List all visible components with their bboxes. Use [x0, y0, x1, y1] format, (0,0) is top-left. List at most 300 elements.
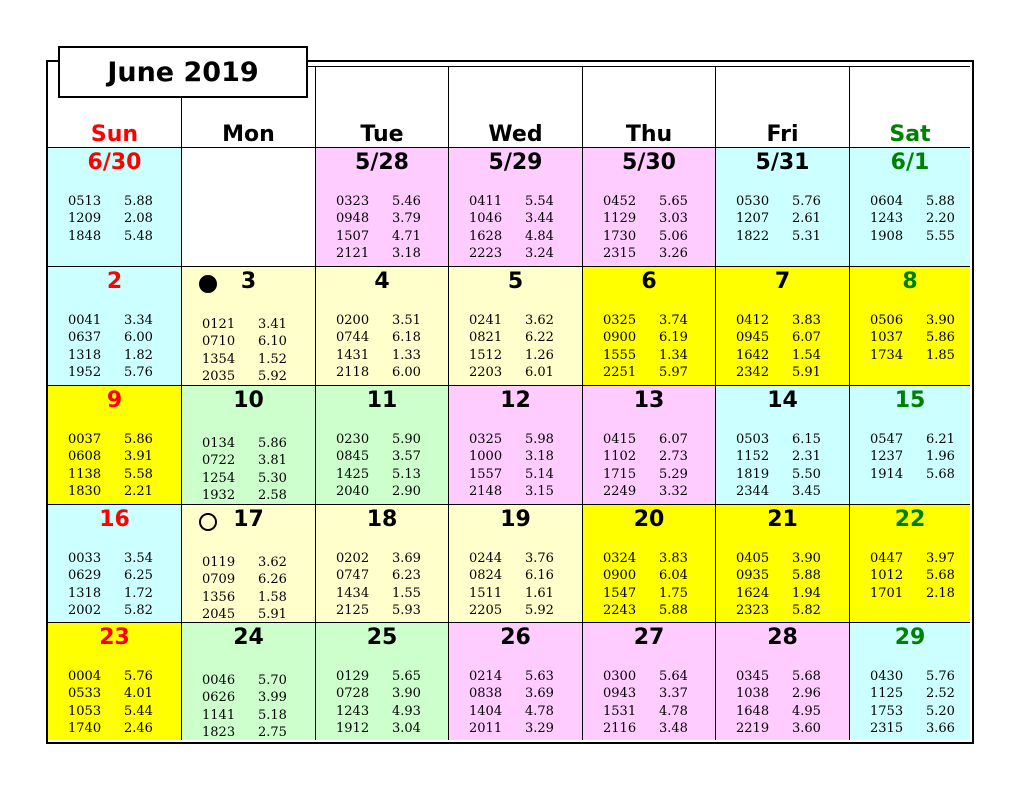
- tide-list: [336, 312, 432, 381]
- tide-row: [870, 312, 966, 329]
- tide-row: [870, 703, 966, 720]
- tide-time: 1141: [202, 707, 236, 723]
- day-number: 14: [767, 388, 798, 413]
- tide-row: [469, 364, 565, 381]
- tide-time: 1823: [202, 724, 236, 740]
- tide-row: [336, 703, 432, 720]
- tide-height: 5.90: [392, 432, 421, 447]
- tide-time: 0121: [202, 317, 236, 332]
- day-cell: [582, 385, 715, 504]
- tide-time: 0513: [68, 194, 102, 209]
- tide-time: 0046: [202, 673, 236, 688]
- tide-row: [68, 585, 164, 602]
- tide-height: 5.29: [659, 466, 688, 482]
- tide-time: 0405: [736, 551, 770, 566]
- tide-row: [68, 703, 164, 720]
- tide-row: [603, 193, 699, 210]
- tide-list: [336, 668, 432, 737]
- tide-time: 1734: [870, 347, 904, 363]
- day-cell: [448, 504, 582, 622]
- tide-time: 0033: [68, 551, 102, 566]
- tide-time: 0119: [202, 555, 236, 570]
- tide-time: 1237: [870, 449, 904, 465]
- tide-height: 1.72: [124, 585, 153, 601]
- tide-time: 2243: [603, 602, 637, 618]
- tide-row: [736, 685, 832, 702]
- tide-time: 1000: [469, 449, 503, 465]
- tide-time: 1404: [469, 703, 503, 719]
- tide-row: [469, 550, 565, 567]
- tide-time: 1053: [68, 703, 102, 719]
- tide-list: [736, 668, 832, 737]
- tide-height: 3.81: [258, 453, 287, 469]
- tide-row: [469, 245, 565, 262]
- tide-height: 3.83: [792, 313, 821, 328]
- tide-height: 4.71: [392, 228, 421, 244]
- tide-time: 1046: [469, 211, 503, 227]
- tide-time: 0728: [336, 686, 370, 702]
- tide-row: [870, 210, 966, 227]
- tide-height: 3.29: [525, 720, 554, 736]
- tide-time: 0129: [336, 669, 370, 684]
- tide-time: 2040: [336, 483, 370, 499]
- tide-height: 3.51: [392, 313, 421, 328]
- tide-row: [736, 720, 832, 737]
- tide-time: 1648: [736, 703, 770, 719]
- tide-row: [736, 585, 832, 602]
- day-number: 6/30: [87, 150, 142, 175]
- day-number: 26: [500, 625, 531, 650]
- tide-row: [202, 554, 298, 571]
- day-cell: [48, 266, 181, 385]
- tide-time: 1730: [603, 228, 637, 244]
- tide-height: 5.31: [792, 228, 821, 244]
- tide-time: 2315: [870, 720, 904, 736]
- day-cell: [315, 622, 448, 740]
- tide-height: 5.86: [258, 436, 287, 451]
- tide-row: [736, 668, 832, 685]
- tide-row: [202, 316, 298, 333]
- tide-time: 0824: [469, 568, 503, 584]
- tide-height: 5.88: [792, 568, 821, 584]
- tide-time: 1628: [469, 228, 503, 244]
- tide-list: [736, 431, 832, 500]
- tide-height: 5.76: [124, 669, 153, 684]
- tide-time: 0415: [603, 432, 637, 447]
- tide-height: 3.79: [392, 211, 421, 227]
- tide-time: 0900: [603, 568, 637, 584]
- tide-height: 6.21: [926, 432, 955, 447]
- tide-height: 5.58: [124, 466, 153, 482]
- tide-time: 0323: [336, 194, 370, 209]
- tide-time: 1830: [68, 483, 102, 499]
- tide-list: [870, 312, 966, 364]
- tide-height: 3.54: [124, 551, 153, 566]
- tide-time: 0300: [603, 669, 637, 684]
- tide-list: [68, 431, 164, 500]
- tide-height: 5.86: [124, 432, 153, 447]
- tide-time: 0430: [870, 669, 904, 684]
- tide-row: [336, 193, 432, 210]
- tide-height: 2.46: [124, 720, 153, 736]
- tide-time: 1952: [68, 364, 102, 380]
- day-cell: [582, 622, 715, 740]
- tide-row: [603, 685, 699, 702]
- day-cell: [315, 385, 448, 504]
- day-number: 5/31: [755, 150, 810, 175]
- tide-row: [68, 329, 164, 346]
- tide-row: [469, 448, 565, 465]
- tide-row: [336, 364, 432, 381]
- tide-row: [469, 228, 565, 245]
- day-number: 16: [99, 507, 130, 532]
- tide-row: [336, 466, 432, 483]
- tide-height: 3.74: [659, 313, 688, 328]
- day-cell: [181, 622, 315, 740]
- tide-list: [736, 312, 832, 381]
- tide-row: [68, 364, 164, 381]
- day-cell: [849, 622, 970, 740]
- tide-height: 5.68: [926, 568, 955, 584]
- tide-row: [870, 347, 966, 364]
- tide-height: 1.33: [392, 347, 421, 363]
- tide-height: 2.61: [792, 211, 821, 227]
- tide-row: [202, 368, 298, 385]
- tide-height: 6.19: [659, 330, 688, 346]
- full-moon-icon: [199, 513, 217, 531]
- tide-time: 1908: [870, 228, 904, 244]
- tide-list: [603, 668, 699, 737]
- day-cell: [448, 385, 582, 504]
- tide-list: [870, 550, 966, 602]
- tide-row: [469, 466, 565, 483]
- tide-height: 5.76: [124, 364, 153, 380]
- tide-height: 3.24: [525, 245, 554, 261]
- tide-list: [68, 668, 164, 737]
- tide-row: [603, 347, 699, 364]
- day-number: 6: [641, 269, 657, 294]
- day-number: 19: [500, 507, 531, 532]
- tide-height: 3.45: [792, 483, 821, 499]
- tide-row: [469, 193, 565, 210]
- tide-height: 2.52: [926, 686, 955, 702]
- tide-height: 2.90: [392, 483, 421, 499]
- tide-row: [68, 550, 164, 567]
- day-number: 5/30: [622, 150, 676, 175]
- tide-height: 3.57: [392, 449, 421, 465]
- day-header-sat: [849, 66, 970, 147]
- day-number: 17: [233, 507, 264, 532]
- day-number: 2: [106, 269, 123, 294]
- tide-row: [202, 689, 298, 706]
- tide-height: 5.92: [258, 368, 287, 384]
- tide-height: 1.55: [392, 585, 421, 601]
- tide-height: 3.37: [659, 686, 688, 702]
- day-cell: [48, 504, 181, 622]
- tide-time: 0637: [68, 330, 102, 346]
- tide-height: 5.88: [659, 602, 688, 618]
- tide-height: 3.69: [525, 686, 554, 702]
- day-cell: [315, 147, 448, 266]
- tide-height: 3.34: [124, 313, 153, 328]
- day-number: 22: [894, 507, 926, 532]
- tide-row: [469, 210, 565, 227]
- day-header-label: Sat: [889, 122, 931, 147]
- tide-row: [202, 672, 298, 689]
- tide-row: [202, 606, 298, 623]
- day-cell: [181, 266, 315, 385]
- tide-row: [68, 228, 164, 245]
- tide-height: 3.41: [258, 317, 287, 332]
- tide-height: 5.97: [659, 364, 688, 380]
- tide-time: 1356: [202, 589, 236, 605]
- tide-height: 3.97: [926, 551, 955, 566]
- tide-row: [68, 347, 164, 364]
- tide-time: 2118: [336, 364, 370, 380]
- tide-list: [336, 431, 432, 500]
- tide-time: 1507: [336, 228, 370, 244]
- tide-time: 1624: [736, 585, 770, 601]
- tide-height: 4.01: [124, 686, 153, 702]
- tide-height: 4.78: [659, 703, 688, 719]
- tide-height: 5.70: [258, 673, 287, 688]
- tide-time: 2315: [603, 245, 637, 261]
- tide-time: 1207: [736, 211, 770, 227]
- tide-time: 0230: [336, 432, 370, 447]
- day-header-thu: [582, 66, 715, 147]
- tide-height: 5.46: [392, 194, 421, 209]
- tide-time: 0530: [736, 194, 770, 209]
- tide-list: [336, 193, 432, 262]
- tide-height: 3.66: [926, 720, 955, 736]
- tide-time: 1912: [336, 720, 370, 736]
- tide-time: 1512: [469, 347, 503, 363]
- tide-row: [469, 347, 565, 364]
- tide-row: [469, 483, 565, 500]
- tide-height: 1.26: [525, 347, 554, 363]
- tide-height: 3.62: [258, 555, 287, 570]
- tide-height: 1.54: [792, 347, 821, 363]
- tide-height: 5.30: [258, 470, 287, 486]
- tide-list: [603, 431, 699, 500]
- tide-row: [68, 720, 164, 737]
- day-cell: [849, 385, 970, 504]
- tide-time: 0325: [603, 313, 637, 328]
- tide-row: [469, 312, 565, 329]
- tide-height: 3.91: [124, 449, 153, 465]
- tide-time: 0037: [68, 432, 102, 447]
- tide-height: 6.15: [792, 432, 821, 447]
- tide-row: [736, 466, 832, 483]
- tide-time: 0626: [202, 690, 236, 706]
- tide-time: 2249: [603, 483, 637, 499]
- tide-height: 1.58: [258, 589, 287, 605]
- tide-time: 0943: [603, 686, 637, 702]
- tide-row: [736, 448, 832, 465]
- day-number: 15: [894, 388, 926, 413]
- day-cell: [582, 147, 715, 266]
- tide-height: 3.60: [792, 720, 821, 736]
- calendar-title: June 2019: [58, 46, 308, 98]
- tide-height: 6.00: [392, 364, 421, 380]
- tide-row: [469, 685, 565, 702]
- tide-row: [603, 364, 699, 381]
- tide-row: [736, 312, 832, 329]
- tide-row: [202, 435, 298, 452]
- tide-time: 1125: [870, 686, 904, 702]
- tide-height: 4.95: [792, 703, 821, 719]
- day-number: 5/28: [355, 150, 409, 175]
- tide-time: 0945: [736, 330, 770, 346]
- tide-height: 6.04: [659, 568, 688, 584]
- new-moon-icon: [199, 275, 217, 293]
- tide-time: 1511: [469, 585, 503, 601]
- tide-height: 6.00: [124, 330, 153, 346]
- tide-height: 6.16: [525, 568, 554, 584]
- tide-row: [336, 602, 432, 619]
- tide-row: [870, 193, 966, 210]
- tide-row: [202, 470, 298, 487]
- tide-row: [202, 589, 298, 606]
- tide-height: 3.90: [926, 313, 955, 328]
- tide-row: [736, 703, 832, 720]
- tide-time: 2344: [736, 483, 770, 499]
- tide-time: 0744: [336, 330, 370, 346]
- tide-time: 1129: [603, 211, 637, 227]
- tide-height: 1.82: [124, 347, 153, 363]
- tide-list: [870, 193, 966, 245]
- tide-height: 2.31: [792, 449, 821, 465]
- tide-height: 1.96: [926, 449, 955, 465]
- tide-height: 4.78: [525, 703, 554, 719]
- tide-row: [336, 210, 432, 227]
- day-cell: [181, 147, 315, 266]
- tide-height: 5.54: [525, 194, 554, 209]
- tide-time: 2125: [336, 602, 370, 618]
- tide-height: 5.13: [392, 466, 421, 482]
- tide-row: [603, 329, 699, 346]
- tide-height: 2.20: [926, 211, 955, 227]
- tide-time: 0325: [469, 432, 503, 447]
- tide-list: [870, 668, 966, 737]
- tide-height: 3.15: [525, 483, 554, 499]
- tide-row: [870, 550, 966, 567]
- tide-time: 2116: [603, 720, 637, 736]
- tide-height: 5.14: [525, 466, 554, 482]
- day-cell: [448, 147, 582, 266]
- tide-time: 2045: [202, 606, 236, 622]
- tide-row: [202, 351, 298, 368]
- tide-time: 0710: [202, 334, 236, 350]
- tide-time: 0845: [336, 449, 370, 465]
- tide-row: [603, 720, 699, 737]
- tide-time: 1715: [603, 466, 637, 482]
- tide-row: [736, 228, 832, 245]
- tide-time: 1425: [336, 466, 370, 482]
- tide-row: [68, 602, 164, 619]
- tide-time: 1209: [68, 211, 102, 227]
- tide-row: [736, 602, 832, 619]
- tide-time: 1318: [68, 585, 102, 601]
- day-header-tue: [315, 66, 448, 147]
- tide-row: [603, 483, 699, 500]
- tide-list: [603, 193, 699, 262]
- tide-row: [68, 668, 164, 685]
- day-cell: [715, 504, 849, 622]
- tide-height: 3.90: [792, 551, 821, 566]
- calendar-grid: [48, 66, 970, 740]
- tide-list: [603, 312, 699, 381]
- tide-height: 1.34: [659, 347, 688, 363]
- tide-row: [336, 685, 432, 702]
- day-cell: [181, 385, 315, 504]
- tide-row: [336, 668, 432, 685]
- tide-list: [202, 672, 298, 741]
- day-cell: [48, 622, 181, 740]
- day-number: 28: [767, 625, 798, 650]
- tide-time: 0709: [202, 572, 236, 588]
- tide-height: 3.18: [392, 245, 421, 261]
- tide-time: 0411: [469, 194, 503, 209]
- tide-time: 1740: [68, 720, 102, 736]
- tide-height: 3.83: [659, 551, 688, 566]
- tide-row: [603, 703, 699, 720]
- tide-time: 0214: [469, 669, 503, 684]
- day-cell: [448, 622, 582, 740]
- tide-row: [336, 720, 432, 737]
- tide-time: 0547: [870, 432, 904, 447]
- tide-time: 1753: [870, 703, 904, 719]
- tide-time: 1152: [736, 449, 770, 465]
- tide-row: [469, 668, 565, 685]
- tide-row: [603, 550, 699, 567]
- tide-height: 3.48: [659, 720, 688, 736]
- day-cell: [315, 504, 448, 622]
- tide-time: 1354: [202, 351, 236, 367]
- tide-height: 6.25: [124, 568, 153, 584]
- tide-height: 5.20: [926, 703, 955, 719]
- tide-row: [603, 210, 699, 227]
- day-number: 3: [240, 269, 257, 294]
- tide-time: 1701: [870, 585, 904, 601]
- tide-height: 5.64: [659, 669, 688, 684]
- tide-height: 3.04: [392, 720, 421, 736]
- tide-time: 2251: [603, 364, 637, 380]
- day-number: 29: [894, 625, 926, 650]
- tide-time: 1138: [68, 466, 102, 482]
- tide-row: [736, 550, 832, 567]
- day-number: 5: [507, 269, 524, 294]
- tide-row: [68, 312, 164, 329]
- tide-time: 0345: [736, 669, 770, 684]
- day-number: 8: [902, 269, 918, 294]
- tide-row: [336, 448, 432, 465]
- tide-row: [202, 333, 298, 350]
- tide-time: 2121: [336, 245, 370, 261]
- tide-height: 2.58: [258, 487, 287, 503]
- tide-height: 4.84: [525, 228, 554, 244]
- tide-height: 3.76: [525, 551, 554, 566]
- tide-height: 2.96: [792, 686, 821, 702]
- tide-height: 5.55: [926, 228, 955, 244]
- day-cell: [181, 504, 315, 622]
- tide-time: 1547: [603, 585, 637, 601]
- tide-time: 0447: [870, 551, 904, 566]
- tide-time: 0452: [603, 194, 637, 209]
- tide-time: 0004: [68, 669, 102, 684]
- tide-row: [68, 685, 164, 702]
- tide-row: [736, 347, 832, 364]
